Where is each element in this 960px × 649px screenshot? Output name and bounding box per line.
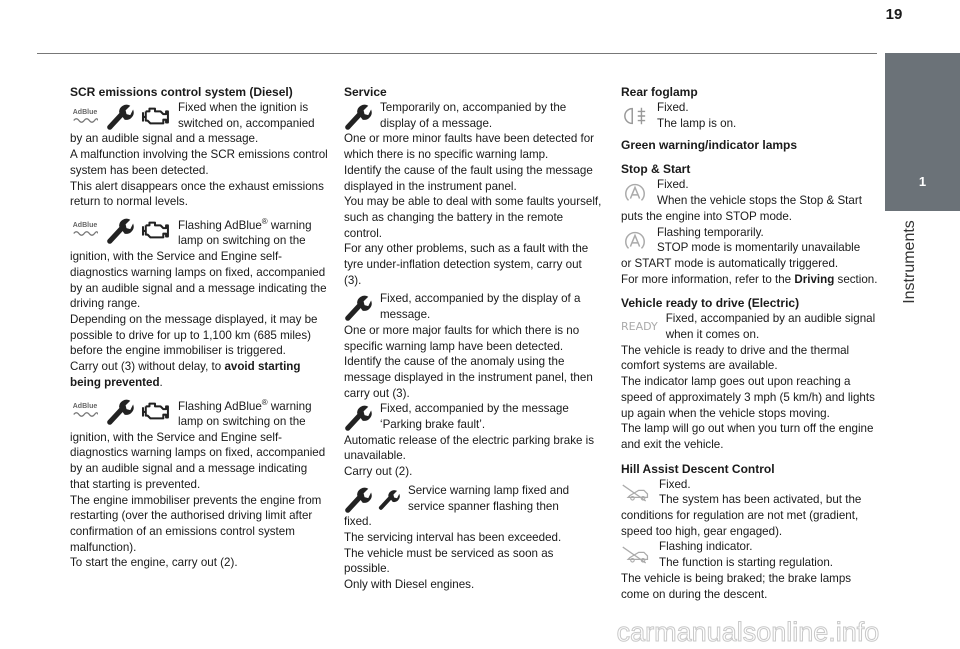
hill-entry-fixed (621, 477, 879, 508)
stop-start-fixed-line2: When the vehicle stops the Stop & Start (657, 194, 862, 208)
service-entry-fixed-text: One or more major faults for which there is no specific warning lamp have been detected. Identify the cause of the anomaly using the message displayed in the instrument panel, then carry out (3). (344, 323, 593, 400)
column-scr (70, 84, 328, 571)
service-entry-parking-brake (344, 401, 602, 432)
stop-start-fixed-text: puts the engine into STOP mode. (621, 209, 793, 223)
adblue-icon: AdBlue (70, 403, 100, 418)
hill-flashing-line1: Flashing indicator. (659, 540, 753, 554)
scr-entry-fixed (70, 100, 328, 131)
section-heading-service: Service (344, 85, 387, 99)
hill-flashing-text: The vehicle is being braked; the brake lamps come on during the descent. (621, 571, 852, 601)
page-number: 19 (885, 6, 903, 23)
engine-icon (140, 218, 170, 242)
rear-foglamp-line1: Fixed. (657, 101, 689, 114)
service-entry-temporary-text: One or more minor faults have been detected for which there is no specific warning lamp. Identify the cause of the fault using the message displayed in the instrument panel. You may be able to deal with some faults yourself, such as changing the battery in the remote control. For any other problems, such as a fault with the tyre under-inflation detection system, carry out (3). (344, 132, 602, 287)
adblue-icon: AdBlue (70, 109, 100, 124)
spanner-icon (378, 488, 400, 510)
service-entry-spanner-text: fixed. The servicing interval has been exceeded. The vehicle must be serviced as soon as possible. Only with Diesel engines. (344, 515, 562, 592)
scr-entry-flash-prevented (70, 395, 328, 430)
watermark (548, 613, 948, 649)
hill-descent-icon (621, 543, 651, 567)
scr-entry-flash-prevented-top: Flashing AdBlue® warning lamp on switching on the (178, 397, 312, 429)
service-wrench-icon (106, 102, 134, 130)
hill-entry-flashing (621, 539, 879, 570)
service-entry-spanner-top: Service warning lamp fixed and service spanner flashing then (408, 483, 570, 513)
section-heading-ready: Vehicle ready to drive (Electric) (621, 296, 800, 311)
header-divider (37, 53, 877, 54)
scr-entry-flash-range-text: ignition, with the Service and Engine self-diagnostics warning lamps on fixed, accompanied by an audible signal and a message indicating the driving range. Depending on the message displayed, it may be possible to drive for up to 1,100 km (685 miles) before the engine immobiliser is triggered. Carry out (3) without delay, to avoid starting being prevented. (70, 250, 327, 389)
watermark-text: carmanualsonline.info (616, 617, 880, 647)
scr-entry-fixed-top: Fixed when the ignition is switched on, accompanied (178, 101, 315, 130)
scr-entry-flash-range (70, 214, 328, 249)
stop-start-icon (621, 181, 649, 205)
service-wrench-icon (344, 293, 372, 321)
service-entry-fixed-top: Fixed, accompanied by the display of a message. (380, 292, 581, 322)
stop-start-entry-fixed (621, 177, 879, 208)
scr-entry-fixed-text: by an audible signal and a message. A malfunction involving the SCR emissions control system has been detected. This alert disappears once the exhaust emissions return to normal levels. (70, 132, 328, 209)
service-entry-fixed (344, 291, 602, 322)
section-heading-rear-foglamp: Rear foglamp (621, 85, 698, 99)
stop-start-fixed-line1: Fixed. (657, 178, 689, 192)
hill-flashing-line2: The function is starting regulation. (659, 556, 834, 570)
service-wrench-icon (344, 403, 372, 431)
engine-icon (140, 104, 170, 128)
rear-foglamp-icon (621, 104, 649, 128)
stop-start-flashing-text: or START mode is automatically triggered. For more information, refer to the Driving section. (621, 256, 878, 286)
ready-entry (621, 311, 879, 342)
hill-fixed-line2: The system has been activated, but the (659, 493, 862, 507)
rear-foglamp-line2: The lamp is on. (657, 116, 737, 130)
service-wrench-icon (106, 216, 134, 244)
stop-start-entry-flashing (621, 225, 879, 256)
hill-fixed-line1: Fixed. (659, 477, 691, 491)
hill-fixed-text: conditions for regulation are not met (gradient, speed too high, gear engaged). (621, 509, 859, 538)
hill-descent-icon (621, 481, 651, 505)
stop-start-icon (621, 229, 649, 253)
ready-entry-text: The vehicle is ready to drive and the thermal comfort systems are available. The indicator lamp goes out upon reaching a speed of approximately 3 mph (5 km/h) and lights up again when the vehicle stops moving. The lamp will go out when you turn off the engine and exit the vehicle. (621, 343, 875, 451)
scr-entry-flash-range-top: Flashing AdBlue® warning lamp on switching on the (178, 216, 312, 248)
section-heading-scr: SCR emissions control system (Diesel) (70, 85, 293, 99)
ready-entry-top: Fixed, accompanied by an audible signal when it comes on. (665, 312, 876, 342)
column-indicators (621, 84, 879, 602)
ready-icon: READY (621, 320, 658, 334)
stop-start-flashing-line2: STOP mode is momentarily unavailable (657, 241, 861, 255)
stop-start-flashing-line1: Flashing temporarily. (657, 225, 764, 239)
chapter-number: 1 (918, 174, 927, 189)
service-entry-spanner (344, 483, 602, 514)
service-entry-parking-brake-top: Fixed, accompanied by the message ‘Parking brake fault’. (380, 402, 569, 432)
chapter-tab[interactable] (885, 53, 960, 211)
adblue-icon: AdBlue (70, 222, 100, 237)
section-heading-hill-descent: Hill Assist Descent Control (621, 461, 775, 476)
scr-entry-flash-prevented-text: ignition, with the Service and Engine self-diagnostics warning lamps on fixed, accompanied by an audible signal and a message indicating that starting is prevented. The engine immobiliser prevents the engine from restarting (over the authorised driving limit after confirmation of an emissions control system malfunction). To start the engine, carry out (2). (70, 430, 326, 570)
service-wrench-icon (106, 397, 134, 425)
service-entry-parking-brake-text: Automatic release of the electric parking brake is unavailable. Carry out (2). (344, 433, 595, 479)
service-wrench-icon (344, 485, 372, 513)
section-heading-green-lamps: Green warning/indicator lamps (621, 138, 798, 153)
section-heading-stop-start: Stop & Start (621, 162, 691, 177)
chapter-title-vertical (897, 212, 923, 312)
engine-icon (140, 399, 170, 423)
column-service (344, 84, 602, 593)
service-entry-temporary (344, 100, 602, 131)
service-wrench-icon (344, 102, 372, 130)
service-entry-temporary-top: Temporarily on, accompanied by the display of a message. (380, 101, 567, 130)
chapter-title: Instruments (901, 220, 918, 304)
rear-foglamp-entry (621, 100, 879, 131)
